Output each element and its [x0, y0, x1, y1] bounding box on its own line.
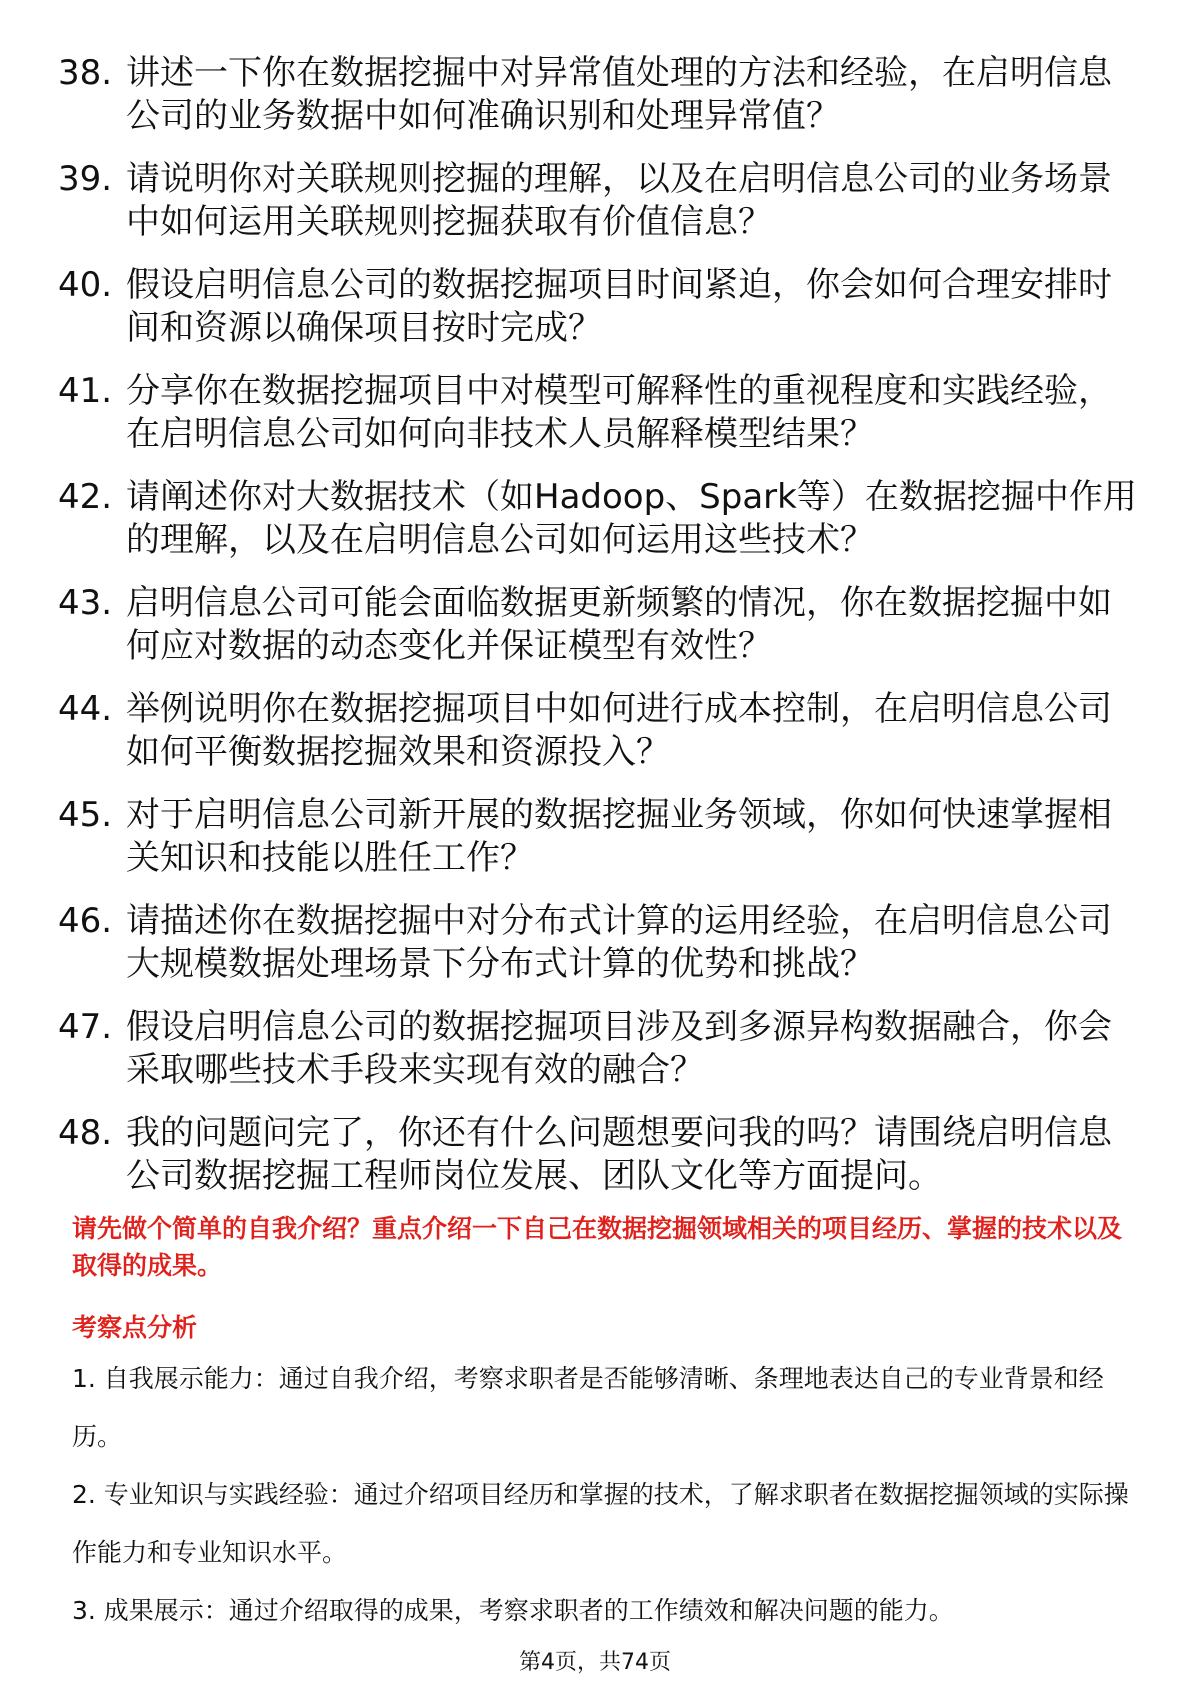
question-number: 47. [58, 1007, 113, 1047]
analysis-points [72, 1350, 1132, 1640]
question-item [58, 52, 1138, 138]
question-item [58, 264, 1138, 350]
question-number: 38. [58, 53, 113, 93]
question-item [58, 1112, 1138, 1198]
question-item [58, 1006, 1138, 1092]
question-number: 39. [58, 159, 113, 199]
analysis-title: 考察点分析 [72, 1313, 198, 1342]
question-text: 假设启明信息公司的数据挖掘项目涉及到多源异构数据融合，你会采取哪些技术手段来实现有效的融合？ [126, 1007, 1112, 1090]
page-number: 第4页，共74页 [519, 1650, 671, 1675]
question-number: 46. [58, 901, 113, 941]
analysis-point: 2. 专业知识与实践经验：通过介绍项目经历和掌握的技术，了解求职者在数据挖掘领域的实际操作能力和专业知识水平。 [72, 1480, 1129, 1567]
question-number: 40. [58, 265, 113, 305]
question-number: 41. [58, 371, 113, 411]
question-number: 45. [58, 795, 113, 835]
question-item [58, 476, 1138, 562]
question-text: 启明信息公司可能会面临数据更新频繁的情况，你在数据挖掘中如何应对数据的动态变化并保证模型有效性？ [126, 583, 1112, 666]
question-text: 分享你在数据挖掘项目中对模型可解释性的重视程度和实践经验，在启明信息公司如何向非技术人员解释模型结果？ [126, 371, 1112, 454]
question-item [58, 370, 1138, 456]
question-text: 举例说明你在数据挖掘项目中如何进行成本控制，在启明信息公司如何平衡数据挖掘效果和资源投入？ [126, 689, 1112, 772]
question-item [58, 794, 1138, 880]
question-text: 假设启明信息公司的数据挖掘项目时间紧迫，你会如何合理安排时间和资源以确保项目按时完成？ [126, 265, 1112, 348]
question-text: 请说明你对关联规则挖掘的理解，以及在启明信息公司的业务场景中如何运用关联规则挖掘获取有价值信息？ [126, 159, 1112, 242]
question-number: 48. [58, 1113, 113, 1153]
question-text: 请描述你在数据挖掘中对分布式计算的运用经验，在启明信息公司大规模数据处理场景下分布式计算的优势和挑战？ [126, 901, 1112, 984]
question-text: 请阐述你对大数据技术（如Hadoop、Spark等）在数据挖掘中作用的理解，以及在启明信息公司如何运用这些技术？ [126, 477, 1137, 560]
question-text: 我的问题问完了，你还有什么问题想要问我的吗？请围绕启明信息公司数据挖掘工程师岗位发展、团队文化等方面提问。 [126, 1113, 1112, 1196]
highlight-question: 请先做个简单的自我介绍？重点介绍一下自己在数据挖掘领域相关的项目经历、掌握的技术以及取得的成果。 [72, 1214, 1123, 1280]
question-number: 44. [58, 689, 113, 729]
analysis-point: 1. 自我展示能力：通过自我介绍，考察求职者是否能够清晰、条理地表达自己的专业背景和经历。 [72, 1364, 1104, 1451]
analysis-point: 3. 成果展示：通过介绍取得的成果，考察求职者的工作绩效和解决问题的能力。 [72, 1596, 954, 1625]
question-text: 讲述一下你在数据挖掘中对异常值处理的方法和经验，在启明信息公司的业务数据中如何准确识别和处理异常值？ [126, 53, 1112, 136]
question-list [58, 52, 1138, 1218]
question-item [58, 688, 1138, 774]
question-item [58, 158, 1138, 244]
question-number: 43. [58, 583, 113, 623]
question-number: 42. [58, 477, 113, 517]
question-text: 对于启明信息公司新开展的数据挖掘业务领域，你如何快速掌握相关知识和技能以胜任工作？ [126, 795, 1112, 878]
question-item [58, 900, 1138, 986]
question-item [58, 582, 1138, 668]
